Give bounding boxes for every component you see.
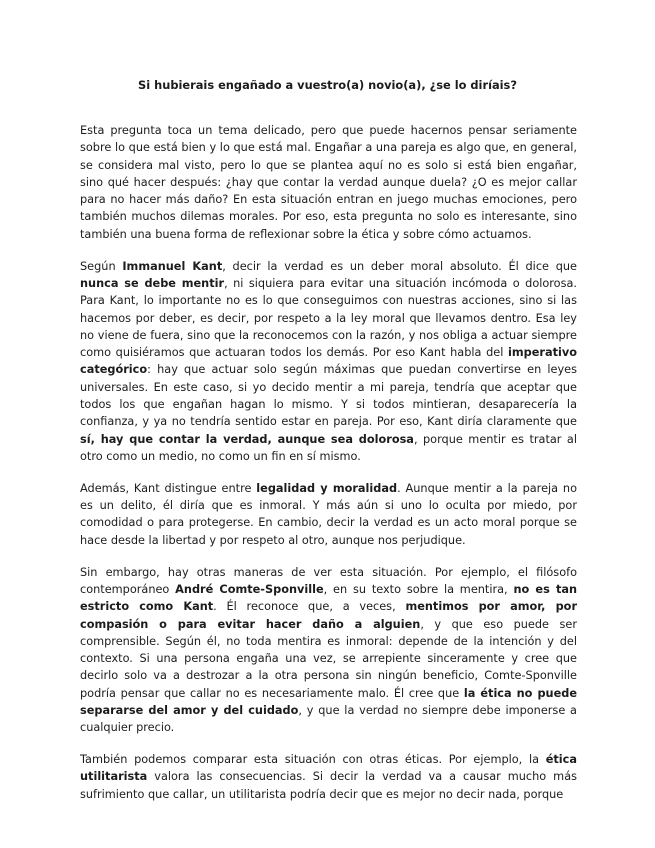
text-run: Además, Kant distingue entre	[80, 481, 257, 495]
text-run: También podemos comparar esta situación con otras éticas. Por ejemplo, la	[80, 753, 546, 767]
paragraph	[80, 751, 577, 803]
bold-text: no es tan estricto como Kant	[80, 582, 578, 614]
bold-text: ética utilitarista	[80, 753, 577, 784]
text-run: . Aunque mentir a la pareja no es un delito, él diría que es inmoral. Y más aún si uno lo oculta por miedo, por comodidad o para protegerse. En cambio, decir la verdad es un acto moral porque se hace desde la libertad y por respeto al otro, aunque nos perjudique.	[80, 481, 577, 547]
bold-text: nunca se debe mentir	[80, 276, 225, 290]
text-run: : hay que actuar solo según máximas que puedan convertirse en leyes universales. En este caso, si yo decido mentir a mi pareja, tendría que aceptar que todos los que engañan hagan lo mismo. Y si todos mintieran, desaparecería la confianza, y ya no tendría sentido estar en pareja. Por eso, Kant diría claramente que	[80, 363, 577, 429]
text-run: Según	[80, 259, 123, 273]
paragraph	[80, 564, 577, 737]
text-run: Sin embargo, hay otras maneras de ver esta situación. Por ejemplo, el filósofo contemporáneo	[80, 565, 577, 596]
document-title: Si hubierais engañado a vuestro(a) novio(a), ¿se lo diríais?	[138, 78, 517, 92]
text-run: valora las consecuencias. Si decir la verdad va a causar mucho más sufrimiento que callar, un utilitarista podría decir que es mejor no decir nada, porque	[80, 770, 577, 801]
paragraph	[80, 480, 577, 549]
text-run: , porque mentir es tratar al otro como un medio, no como un fin en sí mismo.	[80, 432, 577, 463]
document-body	[80, 122, 577, 818]
bold-text: imperativo categórico	[80, 346, 577, 377]
text-run: , en su texto sobre la mentira,	[323, 582, 514, 596]
text-run: Esta pregunta toca un tema delicado, pero que puede hacernos pensar seriamente sobre lo que está bien y lo que está mal. Engañar a una pareja es algo que, en general, se considera mal visto, pero lo que se plantea aquí no es solo si está bien engañar, sino qué hacer después: ¿hay que contar la verdad aunque duela? ¿O es mejor callar para no hacer más daño? En esta situación entran en juego muchas emociones, pero también muchos dilemas morales. Por eso, esta pregunta no solo es interesante, sino también una buena forma de reflexionar sobre la ética y sobre cómo actuamos.	[80, 124, 577, 241]
text-run: , y que eso puede ser comprensible. Según él, no toda mentira es inmoral: depende de la intención y del contexto. Si una persona engaña una vez, se arrepiente sinceramente y cree que decirlo solo va a destrozar a la otra persona sin ningún beneficio, Comte-Sponville podría pensar que callar no es necesariamente malo. Él cree que	[80, 617, 577, 700]
bold-text: mentimos por amor, por compasión o para evitar hacer daño a alguien	[80, 600, 578, 631]
bold-text: André Comte-Sponville	[175, 582, 324, 596]
paragraph	[80, 258, 577, 466]
bold-text: sí, hay que contar la verdad, aunque sea dolorosa	[80, 432, 414, 446]
paragraph	[80, 122, 577, 243]
text-run: , decir la verdad es un deber moral absoluto. Él dice que	[222, 259, 577, 273]
text-run: , ni siquiera para evitar una situación incómoda o dolorosa. Para Kant, lo importante no es lo que conseguimos con nuestras acciones, sino si las hacemos por deber, es decir, por respeto a la ley moral que llevamos dentro. Esa ley no viene de fuera, sino que la reconocemos con la razón, y nos obliga a actuar siempre como quisiéramos que actuaran todos los demás. Por eso Kant habla del	[80, 276, 577, 360]
text-run: . Él reconoce que, a veces,	[213, 600, 406, 614]
text-run: , y que la verdad no siempre debe imponerse a cualquier precio.	[80, 703, 577, 735]
bold-text: legalidad y moralidad	[256, 481, 398, 495]
bold-text: Immanuel Kant	[122, 259, 223, 273]
bold-text: la ética no puede separarse del amor y del cuidado	[80, 686, 577, 717]
